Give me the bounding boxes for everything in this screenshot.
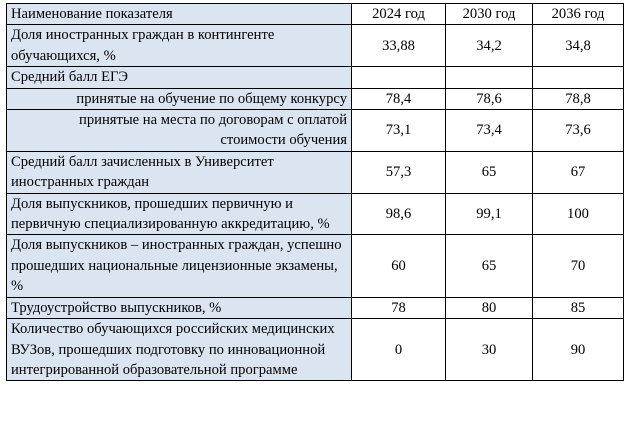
- table-row-licensing-exams-share: [7, 235, 624, 297]
- value-2024: [352, 67, 446, 88]
- row-name: принятые на места по договорам с оплатой стоимости обучения: [7, 110, 352, 152]
- header-year-2030: 2030 год: [446, 4, 533, 25]
- value-2024: 78,4: [352, 88, 446, 109]
- header-year-2024: 2024 год: [352, 4, 446, 25]
- row-name: Доля иностранных граждан в контингенте обучающихся, %: [7, 25, 352, 67]
- value-2030: 99,1: [446, 193, 533, 235]
- value-2030: 65: [446, 151, 533, 193]
- value-2030: [446, 67, 533, 88]
- row-name: принятые на обучение по общему конкурсу: [7, 88, 352, 109]
- value-2036: 34,8: [533, 25, 624, 67]
- value-2024: 0: [352, 319, 446, 381]
- row-name: Средний балл ЕГЭ: [7, 67, 352, 88]
- table-row-ege-average: [7, 67, 624, 88]
- value-2036: [533, 67, 624, 88]
- table-row-foreign-share: [7, 25, 624, 67]
- value-2030: 30: [446, 319, 533, 381]
- value-2024: 78: [352, 297, 446, 318]
- row-name: Средний балл зачисленных в Университет иностранных граждан: [7, 151, 352, 193]
- value-2036: 78,8: [533, 88, 624, 109]
- table-row-accreditation-share: [7, 193, 624, 235]
- table-row-innovative-program: [7, 319, 624, 381]
- table-row-ege-paid-places: [7, 110, 624, 152]
- value-2036: 85: [533, 297, 624, 318]
- value-2024: 73,1: [352, 110, 446, 152]
- table-row-employment: [7, 297, 624, 318]
- row-name: Доля выпускников, прошедших первичную и первичную специализированную аккредитацию, %: [7, 193, 352, 235]
- indicators-table: [6, 3, 624, 381]
- row-name: Доля выпускников – иностранных граждан, успешно прошедших национальные лицензионные экзамены, %: [7, 235, 352, 297]
- header-indicator-name: Наименование показателя: [7, 4, 352, 25]
- value-2024: 98,6: [352, 193, 446, 235]
- table-row-foreign-enrolled-average: [7, 151, 624, 193]
- value-2024: 57,3: [352, 151, 446, 193]
- value-2024: 33,88: [352, 25, 446, 67]
- value-2030: 78,6: [446, 88, 533, 109]
- value-2024: 60: [352, 235, 446, 297]
- row-name: Трудоустройство выпускников, %: [7, 297, 352, 318]
- value-2030: 34,2: [446, 25, 533, 67]
- value-2036: 90: [533, 319, 624, 381]
- value-2036: 70: [533, 235, 624, 297]
- value-2030: 80: [446, 297, 533, 318]
- value-2036: 73,6: [533, 110, 624, 152]
- value-2030: 73,4: [446, 110, 533, 152]
- table-row-ege-general-competition: [7, 88, 624, 109]
- value-2030: 65: [446, 235, 533, 297]
- value-2036: 100: [533, 193, 624, 235]
- table-header-row: [7, 4, 624, 25]
- row-name: Количество обучающихся российских медицинских ВУЗов, прошедших подготовку по инновационной интегрированной образовательной программе: [7, 319, 352, 381]
- header-year-2036: 2036 год: [533, 4, 624, 25]
- value-2036: 67: [533, 151, 624, 193]
